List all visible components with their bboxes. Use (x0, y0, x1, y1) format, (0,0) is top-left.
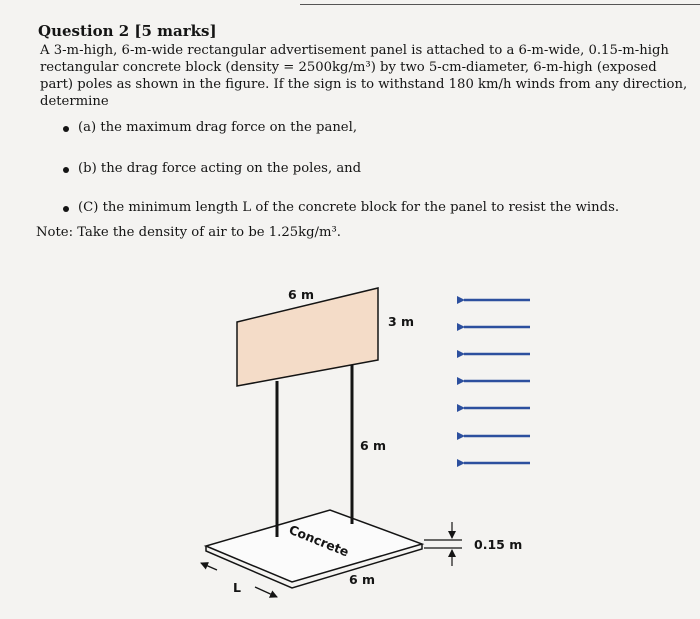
part-c: (C) the minimum length L of the concrete block for the panel to resist the winds. (40, 200, 690, 215)
question-title: Question 2 [5 marks] (38, 22, 217, 40)
question-body: A 3-m-high, 6-m-wide rectangular advertisement panel is attached to a 6-m-wide, 0.15-m-high rectangular concrete block (density = 2500kg/m³) by two 5-cm-diameter, 6-m-high (exposed part) poles as shown in the figure. If the sign is to withstand 180 km/h winds from any direction, determine (40, 43, 688, 109)
panel-width-label: 6 m (288, 287, 315, 302)
block-length-label: L (233, 580, 241, 595)
pole-height-label: 6 m (360, 438, 387, 453)
part-b: (b) the drag force acting on the poles, and (40, 161, 690, 176)
block-height-label: 0.15 m (474, 537, 523, 552)
panel-height-label: 3 m (388, 314, 415, 329)
advertisement-panel (237, 288, 378, 386)
block-width-label: 6 m (349, 572, 376, 587)
part-a: (a) the maximum drag force on the panel, (40, 120, 690, 135)
note: Note: Take the density of air to be 1.25kg/m³. (36, 225, 341, 240)
block-height-dimension (424, 522, 462, 566)
concrete-label: Concrete (286, 521, 352, 560)
wind-arrows (464, 300, 530, 463)
